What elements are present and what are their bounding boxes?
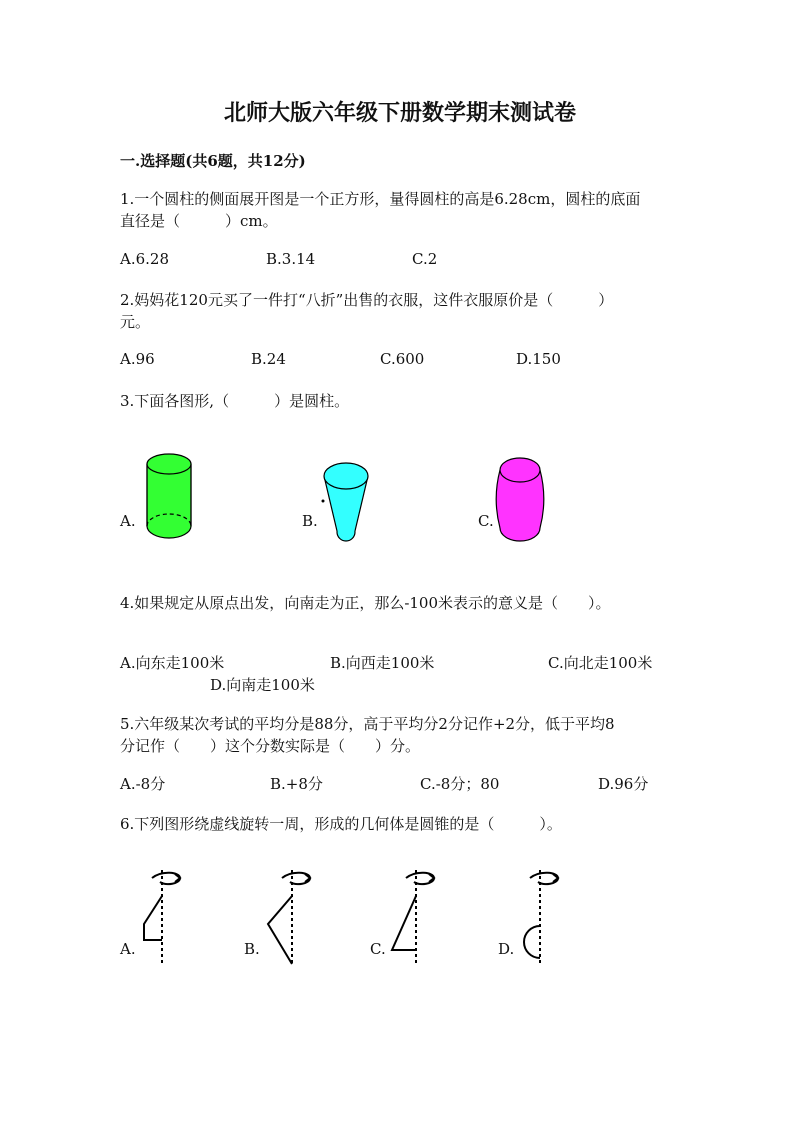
- q4-option-a[interactable]: A.向东走100米: [120, 654, 225, 672]
- q3-stem: 3.下面各图形,（ ）是圆柱。: [120, 392, 350, 410]
- q6-option-d[interactable]: D.: [498, 940, 515, 958]
- q5-option-c[interactable]: C.-8分；80: [420, 775, 500, 793]
- q2-stem-line1: 2.妈妈花120元买了一件打“八折”出售的衣服，这件衣服原价是（ ）: [120, 291, 614, 309]
- q6-stem: 6.下列图形绕虚线旋转一周，形成的几何体是圆锥的是（ ）。: [120, 815, 562, 833]
- q2-option-c[interactable]: C.600: [380, 350, 425, 368]
- section-heading: 一.选择题(共6题，共12分): [120, 152, 306, 170]
- q1-option-c[interactable]: C.2: [412, 250, 438, 268]
- q5-stem-line2: 分记作（ ）这个分数实际是（ ）分。: [120, 737, 421, 755]
- rotation-figure-d: [516, 866, 566, 974]
- q1-stem-line1: 1.一个圆柱的侧面展开图是一个正方形，量得圆柱的高是6.28cm，圆柱的底面: [120, 190, 641, 208]
- q3-option-c[interactable]: C.: [478, 512, 494, 530]
- q3-option-a[interactable]: A.: [120, 512, 136, 530]
- q4-stem: 4.如果规定从原点出发，向南走为正，那么-100米表示的意义是（ ）。: [120, 594, 611, 612]
- q2-option-d[interactable]: D.150: [516, 350, 561, 368]
- cyan-frustum-figure: [318, 458, 374, 544]
- page-title: 北师大版六年级下册数学期末测试卷: [223, 100, 576, 126]
- q1-option-a[interactable]: A.6.28: [120, 250, 169, 268]
- q3-option-b[interactable]: B.: [302, 512, 318, 530]
- q4-option-c[interactable]: C.向北走100米: [548, 654, 653, 672]
- rotation-figure-b: [266, 866, 316, 974]
- q2-option-a[interactable]: A.96: [120, 350, 155, 368]
- q4-option-d[interactable]: D.向南走100米: [210, 676, 315, 694]
- q5-stem-line1: 5.六年级某次考试的平均分是88分，高于平均分2分记作+2分，低于平均8: [120, 715, 615, 733]
- q1-option-b[interactable]: B.3.14: [266, 250, 316, 268]
- rotation-figure-c: [390, 866, 440, 974]
- green-cylinder-figure: [145, 452, 193, 540]
- q5-option-d[interactable]: D.96分: [598, 775, 649, 793]
- rotation-figure-a: [142, 866, 192, 974]
- q6-option-a[interactable]: A.: [120, 940, 136, 958]
- q2-stem-line2: 元。: [120, 313, 151, 331]
- magenta-barrel-figure: [497, 454, 543, 544]
- q5-option-b[interactable]: B.+8分: [270, 775, 323, 793]
- q6-option-b[interactable]: B.: [244, 940, 260, 958]
- q6-option-c[interactable]: C.: [370, 940, 386, 958]
- q4-option-b[interactable]: B.向西走100米: [330, 654, 435, 672]
- q1-stem-line2: 直径是（ ）cm。: [120, 212, 278, 230]
- q5-option-a[interactable]: A.-8分: [120, 775, 166, 793]
- q2-option-b[interactable]: B.24: [251, 350, 286, 368]
